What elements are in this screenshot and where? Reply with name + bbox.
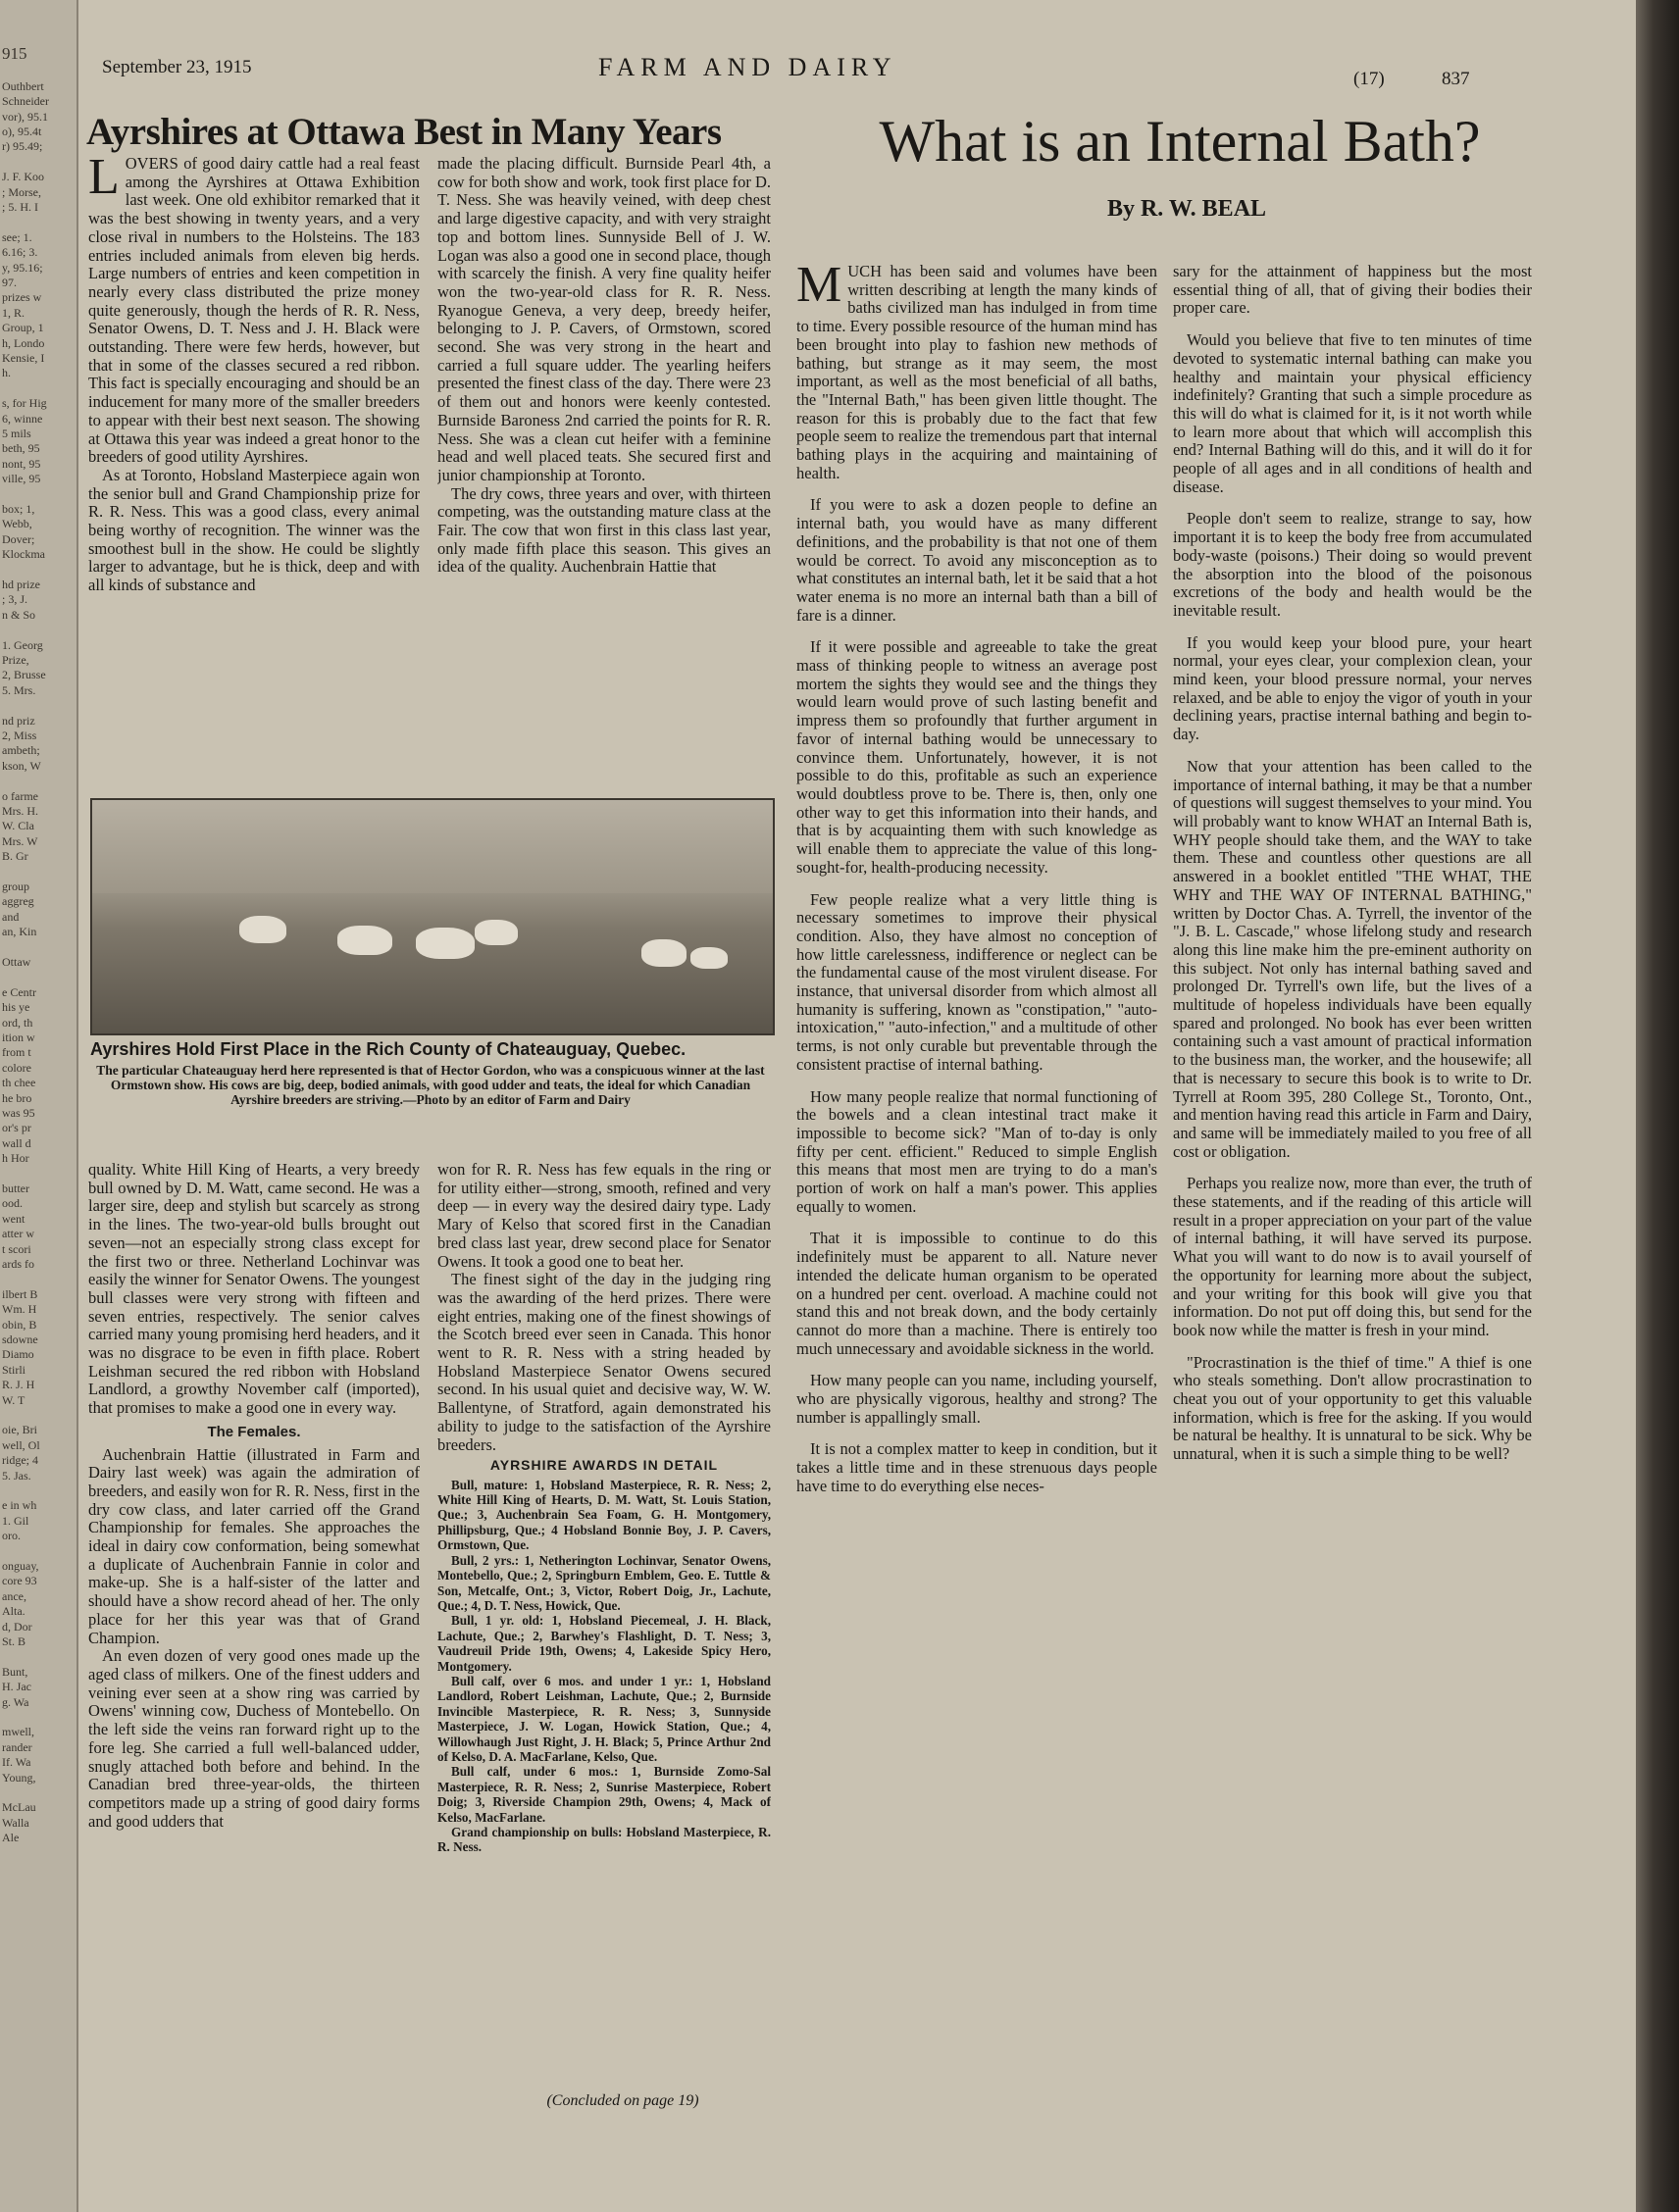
gutter-fragment: ambeth; — [2, 743, 40, 758]
gutter-fragment: an, Kin — [2, 925, 37, 939]
header-date: September 23, 1915 — [102, 57, 252, 77]
gutter-fragment: Group, 1 — [2, 321, 44, 335]
paragraph: As at Toronto, Hobsland Masterpiece again won the senior bull and Grand Championship prize for R. R. Ness. This was a good class, every animal being worthy of recognition. The winner was the smoothest bull in the show. He could be slightly larger to advantage, but he is thick, deep and with all kinds of substance and — [88, 465, 420, 595]
gutter-fragment: 915 — [2, 47, 27, 61]
gutter-fragment: o), 95.4t — [2, 125, 42, 138]
gutter-fragment: W. T — [2, 1392, 25, 1407]
award-entry: Bull calf, under 6 mos.: 1, Burnside Zomo-Sal Masterpiece, R. R. Ness; 2, Sunrise Masterpiece, Robert Doig; 3, Riverside Champion 29th, Owens; 4, Mack of Kelso, MacFarlane. — [437, 1764, 771, 1825]
ayrshire-col1-top — [88, 155, 420, 782]
gutter-fragment: was 95 — [2, 1106, 35, 1120]
concluded-note: (Concluded on page 19) — [546, 2092, 699, 2109]
paragraph: quality. White Hill King of Hearts, a very breedy bull owned by D. M. Watt, came second. He was a larger sire, deep and stylish but scarcely as strong in the lines. The two-year-old bulls brought out seven—not an especially strong class except for the first two or three. Netherland Lochinvar was easily the winner for Senator Owens. The youngest bull classes were very strong with fifteen and seven entries, respectively. The senior calves carried many young promising herd headers, and it was no disgrace to be even in fifth place. Robert Leishman secured the red ribbon with Hobsland Landlord, a growthy November calf (imported), that promises to make a good one in every way. — [88, 1161, 420, 1418]
ayrshire-col1-bottom — [88, 1161, 420, 2102]
gutter-fragment: H. Jac — [2, 1680, 31, 1694]
paragraph: made the placing difficult. Burnside Pearl 4th, a cow for both show and work, took first place for D. T. Ness. She was heavily veined, with deep chest and large digestive capacity, and with very straight top and bottom lines. Sunnyside Bell of J. W. Logan was also a good one in second place, though with scarcely the finish. A very fine quality heifer won the two-year-old class for R. R. Ness. Ryanogue Geneva, a very deep, breedy heifer, belonging to J. P. Cavers, of Ormstown, scored second. She was very strong in the heart and carried a full square udder. The yearling heifers presented the finest class of the day. There were 23 of them out and honors were keenly contested. Burnside Baroness 2nd carried the points for R. R. Ness. She was a clean cut heifer with a feminine head and well placed teats. She secured first and junior championship at Toronto. — [437, 155, 771, 484]
gutter-fragment: ridge; 4 — [2, 1453, 38, 1468]
gutter-fragment: aggreg — [2, 894, 34, 909]
gutter-fragment: t scori — [2, 1241, 31, 1256]
gutter-fragment: butter — [2, 1181, 29, 1195]
gutter-fragment: Mrs. H. — [2, 804, 39, 818]
gutter-fragment: prizes w — [2, 290, 42, 305]
page-number: 837 — [1442, 69, 1470, 89]
gutter-fragment: Webb, — [2, 517, 32, 531]
award-entry: Bull, 2 yrs.: 1, Netherington Lochinvar, Senator Owens, Montebello, Que.; 2, Springburn Emblem, Geo. E. Tuttle & Son, Metcalfe, Ont.; 3, Victor, Robert Doig, Jr., Lachute, Que.; 4, D. T. Ness, Howick, Que. — [437, 1552, 771, 1613]
cow-figure — [690, 947, 728, 969]
gutter-fragment: Mrs. W — [2, 833, 38, 848]
gutter-fragment: Wm. H — [2, 1302, 37, 1317]
gutter-fragment: Walla — [2, 1815, 29, 1830]
paragraph: won for R. R. Ness has few equals in the ring or for utility either—strong, smooth, refined and very deep — in every way the desired dairy type. Lady Mary of Kelso that scored first in the Canadian bred class last year, drew second place for Senator Owens. It took a good one to beat her. — [437, 1161, 771, 1271]
awards-heading: AYRSHIRE AWARDS IN DETAIL — [489, 1457, 719, 1474]
paragraph: People don't seem to realize, strange to say, how important it is to keep the body free from accumulated body-waste (poisons.) Their doing so would prevent the absorption into the blood of the poisonous excretions of the body and health would be the inevitable result. — [1173, 509, 1532, 620]
award-entry: Bull, mature: 1, Hobsland Masterpiece, R. R. Ness; 2, White Hill King of Hearts, D. M. Watt, St. Louis Station, Que.; 3, Auchenbrain Sea Foam, G. H. Montgomery, Phillipsburg, Que.; 4 Hobsland Bonnie Boy, J. P. Cavers, Ormstown, Que. — [437, 1477, 771, 1553]
photo-sky — [92, 800, 773, 893]
award-entry: Bull calf, over 6 mos. and under 1 yr.: 1, Hobsland Landlord, Robert Leishman, Lachute, Que.; 2, Burnside Invincible Masterpiece, R. R. Ness; 3, Sunnyside Masterpiece, J. W. Logan, Howick Station, Que.; 4, Willowhaugh Just Right, J. H. Black; 5, Prince Arthur 2nd of Kelso, D. A. MacFarlane, Kelso, Que. — [437, 1673, 771, 1764]
book-binding — [1636, 0, 1679, 2212]
gutter-fragment: hd prize — [2, 578, 40, 591]
gutter-fragment: Young, — [2, 1770, 36, 1785]
gutter-fragment: well, Ol — [2, 1437, 40, 1452]
gutter-fragment: nont, 95 — [2, 456, 41, 471]
gutter-fragment: vor), 95.1 — [2, 109, 48, 124]
gutter-fragment: ville, 95 — [2, 472, 41, 486]
bath-headline: What is an Internal Bath? — [879, 109, 1481, 174]
paragraph: UCH has been said and volumes have been written describing at length the many kinds of baths civilized man has indulged in from time to time. Every possible resource of the human mind has been brought into play to fashion new methods of bathing, but strange as it may seem, the most important, as well as the most beneficial of all baths, the "Internal Bath," has been given little thought. The reason for this is probably due to the fact that few people seem to realize the tremendous part that internal bathing plays in the acquiring and maintaining of health. — [796, 263, 1157, 482]
gutter-fragment: th chee — [2, 1076, 36, 1090]
gutter-fragment: 97. — [2, 276, 17, 289]
gutter-fragment: he bro — [2, 1090, 32, 1105]
gutter-fragment: Klockma — [2, 547, 45, 562]
paragraph: OVERS of good dairy cattle had a real feast among the Ayrshires at Ottawa Exhibition last week. One old exhibitor remarked that it was the best showing in twenty years, and a very close rival in numbers to the Holsteins. The 183 entries included animals from eleven big herds. Large numbers of entries and keen competition in nearly every class distributed the prize money quite generously, though the herds of R. R. Ness, Senator Owens, D. T. Ness and J. H. Black were outstanding. There were few herds, however, but that in some of the classes secured a red ribbon. This fact is specially encouraging and should be an inducement for many more of the smaller breeders to appear with their best next season. The showing at Ottawa this year was indeed a great honor to the breeders of good utility Ayrshires. — [88, 155, 420, 467]
award-entry: Bull, 1 yr. old: 1, Hobsland Piecemeal, J. H. Black, Lachute, Que.; 2, Barwhey's Flashlight, D. T. Ness; 3, Vaudreuil Pride 19th, Owens; 4, Lakeside Spicy Hero, Montgomery. — [437, 1613, 771, 1674]
gutter-fragment: Stirli — [2, 1362, 26, 1377]
paragraph: If you were to ask a dozen people to define an internal bath, you would have as many different definitions, and the probability is that not one of them would be correct. To avoid any misconception as to what constitutes an internal bath, let it be said that a hot water enema is no more an internal bath than a bill of fare is a dinner. — [796, 495, 1157, 625]
gutter-fragment: ; 5. H. I — [2, 200, 38, 214]
paragraph: "Procrastination is the thief of time." A thief is one who steals something. Don't allow procrastination to cheat you out of your opportunity to get this valuable information, which is free for the asking. If you would be natural be healthy. It is unnatural to be sick. Why be unnatural, when it is such a simple thing to be well? — [1173, 1352, 1532, 1464]
gutter-fragment: beth, 95 — [2, 441, 40, 456]
bath-col2 — [1173, 263, 1532, 2171]
header-folio: (17) — [1353, 69, 1385, 89]
gutter-fragment: r) 95.49; — [2, 139, 43, 154]
paragraph: If you would keep your blood pure, your heart normal, your eyes clear, your complexion clean, your mind keen, your blood pressure normal, your nerves relaxed, and be able to enjoy the vigor of youth in your declining years, practise internal bathing and begin to-day. — [1173, 632, 1532, 744]
paragraph: The finest sight of the day in the judging ring was the awarding of the herd prizes. There were eight entries, making one of the finest showings of the Scotch breed ever seen in Canada. This honor went to R. R. Ness with a string headed by Hobsland Masterpiece Senator Owens secured second. In his usual quiet and decisive way, W. W. Ballentyne, of Stratford, again demonstrated his ability to judge to the satisfaction of the Ayrshire breeders. — [437, 1270, 771, 1454]
gutter-fragment: Kensie, I — [2, 351, 45, 365]
ayrshire-dropcap: L — [88, 155, 120, 205]
gutter-fragment: s, for Hig — [2, 396, 47, 411]
gutter-fragment: oie, Bri — [2, 1423, 37, 1437]
gutter-fragment: ition w — [2, 1031, 35, 1044]
cattle-photo — [90, 798, 775, 1035]
gutter-fragment: or's pr — [2, 1121, 31, 1135]
gutter-fragment: his ye — [2, 1000, 30, 1015]
gutter-fragment: and — [2, 909, 20, 924]
ayrshire-col2-top — [437, 155, 771, 782]
gutter-fragment: Bunt, — [2, 1664, 28, 1679]
paragraph: If it were possible and agreeable to take the great mass of thinking people to witness an average post mortem the sights they would see and the things they would learn would prove of such lasting benefit and impress them so profoundly that further argument in favor of internal bathing would be unnecessary to convince them. Unfortunately, however, it is not possible to do this, profitable as such an experience would doubtless prove to be. There is, then, only one other way to get this information into their hands, and that is by acquainting them with such knowledge as will enable them to appreciate the value of this long-sought-for, health-producing necessity. — [796, 637, 1157, 877]
photo-caption-text: The particular Chateauguay herd here represented is that of Hector Gordon, who was a conspicuous winner at the last Ormstown show. His cows are big, deep, bodied animals, with good udder and teats, the ideal for which Canadian Ayrshire breeders are striving.—Photo by an editor of Farm and Dairy — [96, 1063, 765, 1107]
paragraph: An even dozen of very good ones made up the aged class of milkers. One of the finest udders and veining ever seen at a show ring was carried by Owens' winning cow, Duchess of Montebello. On the left side the veins ran forward right up to the fore leg. She carried a full well-balanced udder, snugly attached both before and behind. In the Canadian bred three-year-olds, the thirteen competitors made up a string of good dairy forms and good udders that — [88, 1646, 420, 1831]
gutter-fragment: h. — [2, 366, 11, 380]
gutter-fragment: o farme — [2, 788, 38, 803]
ayrshire-col2-bottom — [437, 1161, 771, 2083]
ayrshire-headline: Ayrshires at Ottawa Best in Many Years — [86, 111, 722, 153]
gutter-fragment: ; Morse, — [2, 184, 41, 199]
gutter-fragment: obin, B — [2, 1317, 37, 1332]
gutter-fragment: 2, Brusse — [2, 668, 46, 682]
gutter-fragment: McLau — [2, 1800, 36, 1815]
gutter-fragment: colore — [2, 1060, 31, 1075]
paragraph: sary for the attainment of happiness but the most essential thing of all, that of giving their bodies their proper care. — [1173, 263, 1532, 318]
paragraph: Would you believe that five to ten minutes of time devoted to systematic internal bathing can make you healthy and maintain your physical efficiency indefinitely? Granting that such a simple procedure as this will do what is claimed for it, is it not worth while to learn more about that which will accomplish this end? Internal Bathing will do this, and it will do it for people of all ages and in all conditions of health and disease. — [1173, 330, 1532, 496]
cow-figure — [337, 926, 392, 955]
gutter-fragment: oro. — [2, 1529, 21, 1543]
gutter-fragment: B. Gr — [2, 849, 28, 864]
gutter-fragment: h Hor — [2, 1151, 29, 1166]
cow-figure — [239, 916, 286, 943]
gutter-fragment: d, Dor — [2, 1619, 32, 1634]
gutter-fragment: Schneider — [2, 94, 49, 109]
gutter-fragment: ; 3, J. — [2, 592, 28, 607]
gutter-fragment: 5 mils — [2, 427, 31, 440]
gutter-fragment: J. F. Koo — [2, 170, 45, 184]
gutter-fragment: ards fo — [2, 1257, 34, 1271]
bath-byline: By R. W. BEAL — [1106, 196, 1267, 222]
paragraph: It is not a complex matter to keep in condition, but it takes a little time and in these strenuous days people have time to do everything else neces- — [796, 1439, 1157, 1495]
gutter-fragment: g. Wa — [2, 1694, 29, 1709]
awards-list — [437, 1458, 771, 1855]
gutter-fragment: If. Wa — [2, 1755, 31, 1770]
paragraph: The dry cows, three years and over, with thirteen competing, was the outstanding mature class at the Fair. The cow that won first in this class last year, only made fifth place this season. This gives an idea of the quality. Auchenbrain Hattie that — [437, 483, 771, 577]
gutter-fragment: atter w — [2, 1227, 34, 1241]
gutter-fragment: core 93 — [2, 1574, 37, 1588]
gutter-fragment: Prize, — [2, 653, 29, 667]
gutter-fragment: R. J. H — [2, 1378, 35, 1392]
paragraph: Perhaps you realize now, more than ever, the truth of these statements, and if the reading of this article will result in a proper appreciation on your part of the value of internal bathing, it will have served its purpose. What you will want to do now is to avail yourself of the opportunity for learning more about the subject, and your writing for this book will give you that information. Do not put off doing this, but send for the book now while the matter is fresh in your mind. — [1173, 1174, 1532, 1339]
gutter-fragment: went — [2, 1211, 25, 1226]
gutter-fragment: W. Cla — [2, 819, 34, 833]
gutter-fragment: 2, Miss — [2, 729, 37, 742]
gutter-fragment: e Centr — [2, 984, 36, 999]
cow-figure — [641, 939, 687, 967]
gutter-fragment: y, 95.16; — [2, 260, 43, 275]
gutter-fragment: 5. Jas. — [2, 1468, 31, 1483]
gutter-fragment: wall d — [2, 1135, 31, 1150]
gutter-fragment: 6, winne — [2, 411, 43, 426]
gutter-fragment: 1, R. — [2, 305, 25, 320]
gutter-fragment: sdowne — [2, 1332, 38, 1346]
gutter-fragment: from t — [2, 1045, 31, 1060]
paragraph: That it is impossible to continue to do this indefinitely must be apparent to all. Nature never intended the delicate human organism to be operated on a hundred per cent. overload. A machine could not stand this and not break down, and the body certainly cannot do more than a machine. There is entirely too much unnecessary and avoidable sickness in the world. — [796, 1229, 1157, 1358]
paragraph: How many people can you name, including yourself, who are physically vigorous, healthy and strong? The number is appallingly small. — [796, 1371, 1157, 1427]
cow-figure — [475, 920, 518, 945]
gutter-fragment: 1. Gil — [2, 1513, 29, 1528]
gutter-fragment: onguay, — [2, 1559, 39, 1573]
gutter-fragment: Dover; — [2, 531, 35, 546]
cow-figure — [416, 928, 475, 959]
gutter-fragment: kson, W — [2, 758, 41, 773]
gutter-fragment: ilbert B — [2, 1286, 38, 1301]
gutter-fragment: ance, — [2, 1588, 26, 1603]
gutter-fragment: rander — [2, 1739, 32, 1754]
gutter-fragment: n & So — [2, 607, 36, 622]
gutter-fragment: mwell, — [2, 1725, 34, 1739]
gutter-fragment: 1. Georg — [2, 637, 43, 652]
gutter-fragment: Alta. — [2, 1604, 25, 1619]
gutter-fragment: Ottaw — [2, 955, 31, 969]
gutter-fragment: Ale — [2, 1831, 20, 1845]
bath-dropcap: M — [796, 263, 842, 313]
gutter-fragment: St. B — [2, 1634, 26, 1648]
paragraph: Now that your attention has been called to the importance of internal bathing, it may be that a number of questions will suggest themselves to your mind. You will probably want to know WHAT an Internal Bath is, WHY people should take them, and the WAY to take them. These and countless other questions are all answered in a booklet entitled "THE WHAT, THE WHY and THE WAY OF INTERNAL BATHING," written by Doctor Chas. A. Tyrrell, the inventor of the "J. B. L. Cascade," whose lifelong study and research along this line make him the pre-eminent authority on this subject. Not only has internal bathing saved and prolonged Dr. Tyrrell's own life, but the lives of a multitude of hopeless individuals have been equally spared and prolonged. No book has ever been written containing such a vast amount of practical information to the business man, the worker, and the housewife; all that is necessary to secure this book is to write to Dr. Tyrrell at Room 395, 280 College St., Toronto, Ont., and mention having read this article in Farm and Dairy, and same will be immediately mailed to you free of all cost or obligation. — [1173, 756, 1532, 1161]
gutter-fragment: ord, th — [2, 1015, 33, 1030]
paragraph: How many people realize that normal functioning of the bowels and a clean intestinal tract make it impossible to become sick? "Man of to-day is only fifty per cent. efficient." Reduced to simple English this means that most men are trying to do a man's portion of work on half a man's power. This applies equally to women. — [796, 1086, 1157, 1216]
masthead-title: FARM AND DAIRY — [598, 53, 897, 81]
photo-caption-title: Ayrshires Hold First Place in the Rich County of Chateauguay, Quebec. — [90, 1039, 687, 1059]
gutter-fragment: ood. — [2, 1196, 23, 1211]
gutter-fragment: group — [2, 880, 29, 893]
gutter-fragment: h, Londo — [2, 335, 45, 350]
gutter-fragment: box; 1, — [2, 502, 35, 516]
gutter-fragment: 5. Mrs. — [2, 682, 36, 697]
gutter-fragment: Outhbert — [2, 78, 44, 93]
award-entry: Grand championship on bulls: Hobsland Masterpiece, R. R. Ness. — [437, 1825, 771, 1855]
paragraph: Auchenbrain Hattie (illustrated in Farm and Dairy last week) was again the admiration of breeders, and easily won for R. R. Ness, first in the dry cow class, and later carried off the Grand Championship for females. She approaches the ideal in dairy cow conformation, being somewhat a duplicate of Auchenbrain Fannie in color and make-up. She is a half-sister of the latter and should have a show record ahead of her. The only place for her this year was that of Grand Champion. — [88, 1444, 420, 1647]
left-page-edge — [0, 0, 78, 2212]
gutter-fragment: 6.16; 3. — [2, 245, 38, 260]
gutter-fragment: Diamo — [2, 1347, 34, 1362]
paragraph: Few people realize what a very little thing is necessary sometimes to improve their physical condition. Also, they have almost no conception of how little carelessness, indifference or neglect can be the fundamental cause of the most virulent disease. For instance, that universal disorder from which almost all humanity is suffering, known as "constipation," "auto-intoxication," "auto-infection," and a multitude of other terms, is not only curable but preventable through the consistent practise of internal bathing. — [796, 889, 1157, 1074]
bath-col1 — [796, 263, 1157, 2171]
females-subheading: The Females. — [207, 1423, 301, 1440]
gutter-fragment: nd priz — [2, 713, 35, 728]
gutter-fragment: e in wh — [2, 1498, 37, 1513]
gutter-fragment: see; 1. — [2, 229, 32, 244]
